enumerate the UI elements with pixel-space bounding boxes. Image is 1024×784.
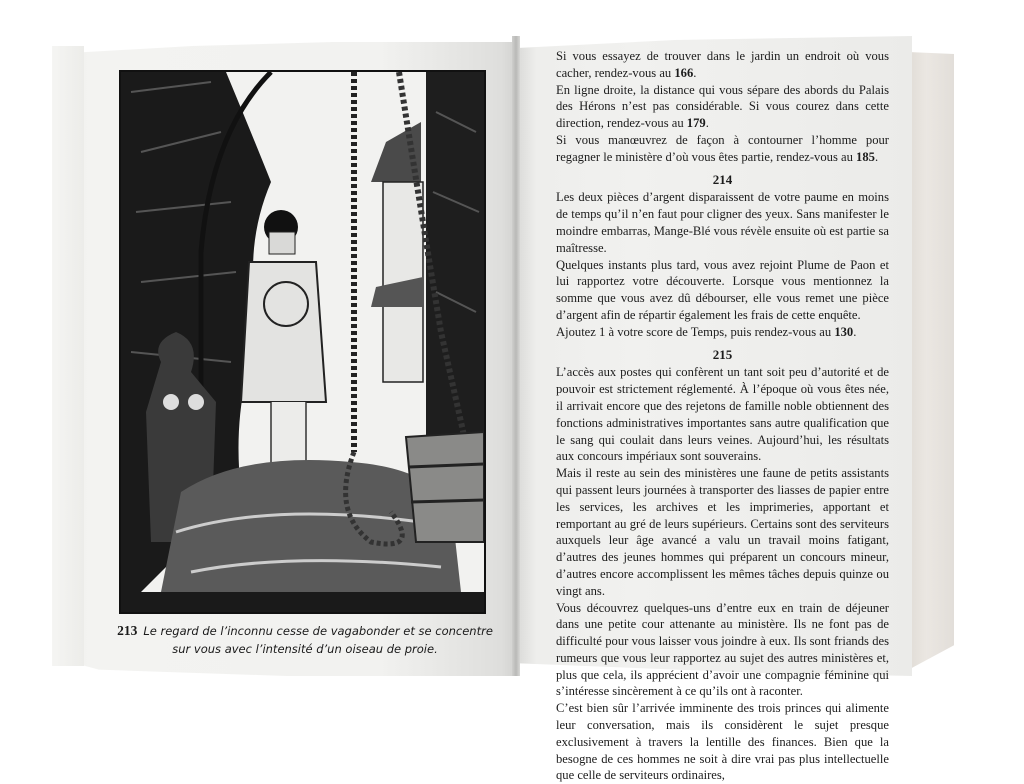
section-214 (556, 172, 889, 341)
section-number: 215 (712, 346, 733, 362)
section-number: 214 (712, 171, 733, 187)
caption-text: Le regard de l’inconnu cesse de vagabonder et se concentre sur vous avec l’intensité d’un oiseau de proie. (143, 624, 493, 656)
paragraph: Mais il reste au sein des ministères une faune de petits assistants qui passent leurs journées à transporter des liasses de papier entre les services, les archives et les imprimeries, apportant et remportant au gré de leurs supérieurs. Certains sont des serviteurs auxquels leur âge avancé a valu un travail moins fatigant, d’autres des jeunes hommes qui préparent un concours mineur, d’autres encore accomplissent les mêmes tâches depuis quinze ou vingt ans. (556, 466, 889, 598)
section-ref-link[interactable]: 130 (834, 324, 854, 339)
paragraph: L’accès aux postes qui confèrent un tant soit peu d’autorité et de pouvoir est strictement réglementé. À l’époque où vous êtes née, il arrivait encore que des rejetons de famille noble obtiennent des fonctions administratives importantes sans autre qualification que le sang qui coulait dans leurs veines. Aujourd’hui, les résultats aux concours impériaux sont souverains. (556, 365, 889, 464)
book-gutter (512, 36, 520, 676)
choice-paragraph: Ajoutez 1 à votre score de Temps, puis rendez-vous au 130. (556, 324, 857, 339)
illustration-213 (119, 70, 486, 614)
illustration-caption (110, 622, 500, 658)
section-ref-link[interactable]: 179 (686, 116, 706, 131)
page-stack-edge (908, 52, 954, 670)
section-ref-link[interactable]: 185 (856, 149, 875, 164)
section-ref-link[interactable]: 166 (674, 65, 694, 80)
choice-paragraph: Si vous essayez de trouver dans le jardin un endroit où vous cacher, rendez-vous au 166. (556, 49, 889, 80)
right-page-text (556, 48, 889, 784)
paragraph: Les deux pièces d’argent disparaissent de votre paume en moins de temps qu’il n’en faut pour cligner des yeux. Sans manifester le moindre embarras, Mange-Blé vous révèle ensuite où est partie sa maîtresse. (556, 190, 889, 255)
choice-paragraph: Si vous manœuvrez de façon à contourner l’homme pour regagner le ministère d’où vous êtes partie, rendez-vous au 185. (556, 132, 889, 164)
choice-paragraph: En ligne droite, la distance qui vous sépare des abords du Palais des Hérons n’est pas considérable. Si vous courez dans cette direction, rendez-vous au 179. (556, 82, 889, 131)
caption-number: 213 (117, 623, 138, 638)
intro-choices (556, 48, 889, 166)
paragraph: Vous découvrez quelques-uns d’entre eux en train de déjeuner dans une petite cour attenante au ministère. Ils ne font pas de difficulté pour vous laisser vous joindre à eux. Ils sont friands des rumeurs que vous leur rapportez au sujet des autres ministères et, plus que cela, ils apprécient d’avoir une compagnie féminine qui s’intéresse sincèrement à ce qu’ils ont à raconter. (556, 600, 889, 699)
left-page-edge (52, 46, 84, 666)
ink-drawing-icon (121, 72, 484, 612)
paragraph: C’est bien sûr l’arrivée imminente des trois princes qui alimente leur conversation, mais ils considèrent le sujet presque exclusivement à travers la lentille des finances. Bien que la besogne de ces hommes ne soit à dire vrai pas plus intellectuelle que celle de serviteurs ordinaires, (556, 701, 889, 783)
section-215 (556, 347, 889, 784)
paragraph: Quelques instants plus tard, vous avez rejoint Plume de Paon et lui rapportez votre découverte. Lorsque vous mentionnez la somme que vous avez dû débourser, elle vous remet une pièce d’argent afin de répartir également les frais de cette enquête. (556, 257, 889, 322)
